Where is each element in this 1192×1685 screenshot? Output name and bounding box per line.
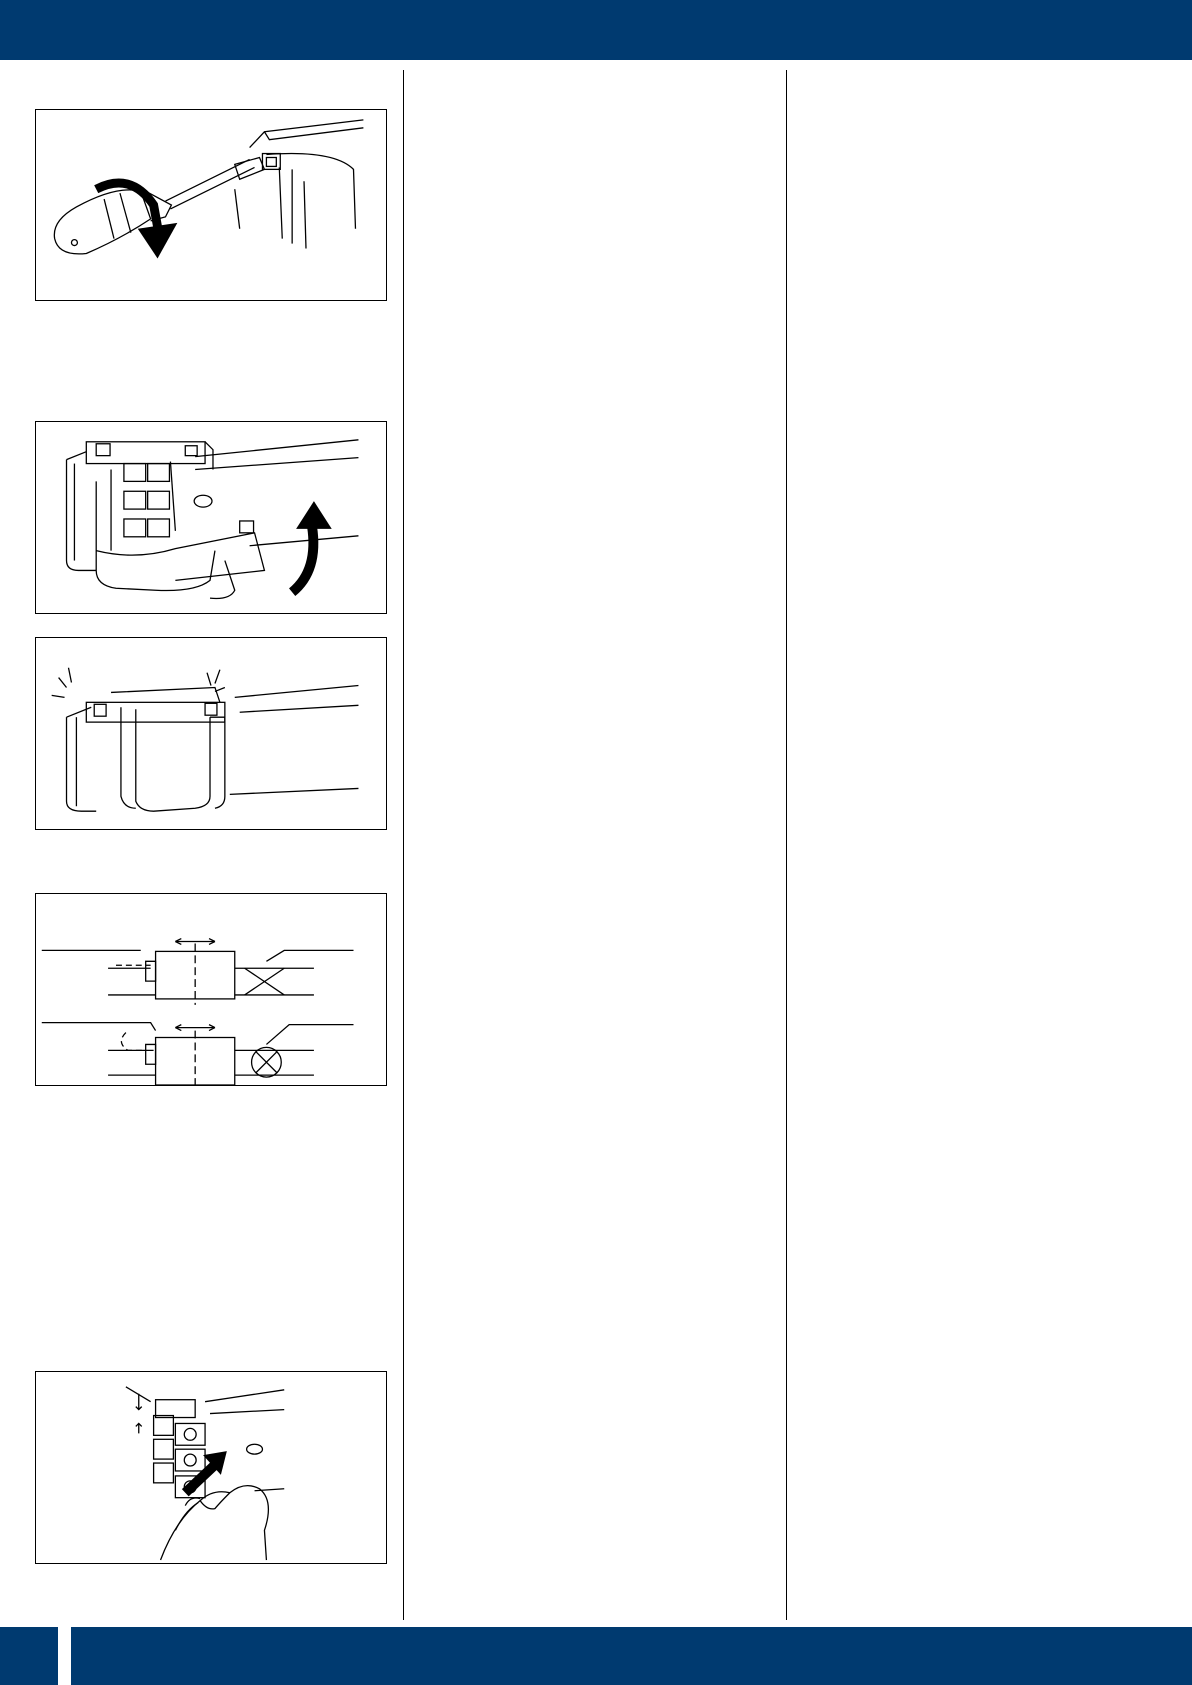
screwdriver-release-figure xyxy=(35,109,387,301)
coupling-position-diagram xyxy=(36,894,386,1085)
screwdriver-illustration xyxy=(36,110,386,300)
header-bar xyxy=(0,0,1192,60)
column-divider-right xyxy=(786,70,787,1620)
cover-snap-illustration xyxy=(36,638,386,829)
cover-lift-figure xyxy=(35,421,387,614)
footer-page-tab xyxy=(58,1627,71,1685)
cover-snap-closed-figure xyxy=(35,637,387,830)
column-divider-left xyxy=(403,70,404,1620)
terminal-tighten-illustration xyxy=(36,1372,386,1563)
coupling-position-figure xyxy=(35,893,387,1086)
cover-lift-illustration xyxy=(36,422,386,613)
footer-bar xyxy=(0,1627,1192,1685)
terminal-tighten-figure xyxy=(35,1371,387,1564)
